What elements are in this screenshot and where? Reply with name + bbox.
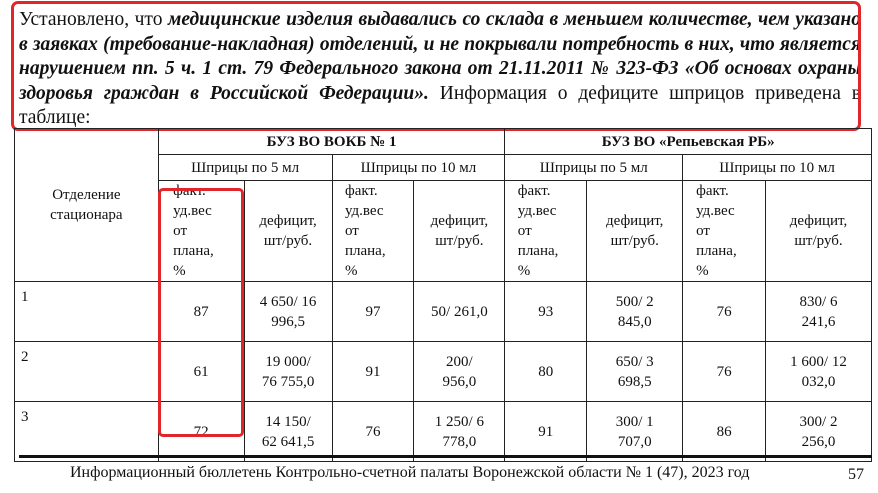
metric-header-deficit <box>244 181 332 282</box>
deficit-value: 50/ 261,0 <box>431 303 488 320</box>
deficit-value: 300/ 2 256,0 <box>799 413 838 450</box>
deficit-cell <box>414 402 505 462</box>
intro-highlighted-text: медицинские изделия выдавались со склада в меньшем количестве, чем указано в заявках (требование-накладная) отделений, и не покрывали потребность в них, что является нарушением пп. 5 ч. 1 ст. 79 Федерального закона от 21.11.2011 № 323-ФЗ «Об основах охраны здоровья граждан в Российской Федерации». <box>19 9 861 104</box>
deficit-value: 830/ 6 241,6 <box>799 293 838 330</box>
deficit-value: 19 000/ 76 755,0 <box>261 353 315 390</box>
metric-header-pct <box>505 181 587 282</box>
dept-header: Отделение стационара <box>15 129 159 282</box>
pct-cell: 61 <box>158 342 244 402</box>
intro-tail: Информация о дефиците шприцов приведена в таблице: <box>19 82 861 128</box>
deficit-cell <box>587 282 683 342</box>
table-row <box>15 282 872 342</box>
pct-cell: 80 <box>505 342 587 402</box>
pct-cell: 76 <box>332 402 414 462</box>
footer-text: Информационный бюллетень Контрольно-счетной палаты Воронежской области № 1 (47), 2023 год <box>70 464 750 481</box>
metric-header-deficit-text: дефицит, шт/руб. <box>259 213 317 249</box>
metric-header-pct-text: факт. уд.вес от плана, % <box>173 183 214 279</box>
table-row <box>15 402 872 462</box>
org-header-1: БУЗ ВО ВОКБ № 1 <box>158 129 505 155</box>
pct-cell: 87 <box>158 282 244 342</box>
metric-header-pct <box>332 181 414 282</box>
pct-cell: 93 <box>505 282 587 342</box>
highlight-box-column <box>158 188 244 437</box>
metric-header-deficit-text: дефицит, шт/руб. <box>430 213 489 249</box>
pct-cell: 91 <box>505 402 587 462</box>
footer-rule <box>19 455 872 458</box>
deficit-value: 1 600/ 12 032,0 <box>790 353 847 390</box>
deficit-cell <box>587 402 683 462</box>
deficit-cell <box>766 402 872 462</box>
dept-cell: 1 <box>15 282 159 342</box>
intro-lead: Установлено, что <box>19 9 168 30</box>
metric-header-deficit <box>587 181 683 282</box>
deficit-cell <box>414 342 505 402</box>
dept-cell: 2 <box>15 342 159 402</box>
highlight-box-paragraph <box>11 1 861 131</box>
metric-header-deficit <box>766 181 872 282</box>
deficit-value: 14 150/ 62 641,5 <box>261 413 315 450</box>
syringe-header: Шприцы по 5 мл <box>505 155 683 181</box>
pct-cell: 76 <box>683 342 766 402</box>
deficit-cell <box>244 342 332 402</box>
pct-cell: 76 <box>683 282 766 342</box>
deficit-cell <box>766 342 872 402</box>
page-number: 57 <box>848 466 864 483</box>
deficit-cell <box>587 342 683 402</box>
metric-header-deficit-text: дефицит, шт/руб. <box>789 213 848 249</box>
deficit-value: 650/ 3 698,5 <box>615 353 654 390</box>
deficit-value: 300/ 1 707,0 <box>615 413 654 450</box>
pct-cell: 91 <box>332 342 414 402</box>
metric-header-pct <box>683 181 766 282</box>
pct-cell: 97 <box>332 282 414 342</box>
deficit-value: 500/ 2 845,0 <box>615 293 654 330</box>
deficit-value: 200/ 956,0 <box>442 353 477 390</box>
deficit-cell <box>244 402 332 462</box>
org-header-2: БУЗ ВО «Репьевская РБ» <box>505 129 872 155</box>
deficit-value: 4 650/ 16 996,5 <box>259 293 317 330</box>
table-row <box>15 342 872 402</box>
metric-header-pct-text: факт. уд.вес от плана, % <box>344 183 386 279</box>
deficit-cell <box>414 282 505 342</box>
deficit-cell <box>244 282 332 342</box>
pct-cell: 86 <box>683 402 766 462</box>
metric-header-pct-text: факт. уд.вес от плана, % <box>517 183 559 279</box>
deficit-value: 1 250/ 6 778,0 <box>434 413 484 450</box>
syringe-header: Шприцы по 5 мл <box>158 155 332 181</box>
dept-cell: 3 <box>15 402 159 462</box>
pct-cell: 72 <box>158 402 244 462</box>
metric-header-deficit-text: дефицит, шт/руб. <box>605 213 664 249</box>
syringe-header: Шприцы по 10 мл <box>683 155 872 181</box>
metric-header-pct-text: факт. уд.вес от плана, % <box>696 183 737 279</box>
syringe-header: Шприцы по 10 мл <box>332 155 505 181</box>
deficit-cell <box>766 282 872 342</box>
syringe-deficit-table <box>14 128 872 462</box>
metric-header-deficit <box>414 181 505 282</box>
